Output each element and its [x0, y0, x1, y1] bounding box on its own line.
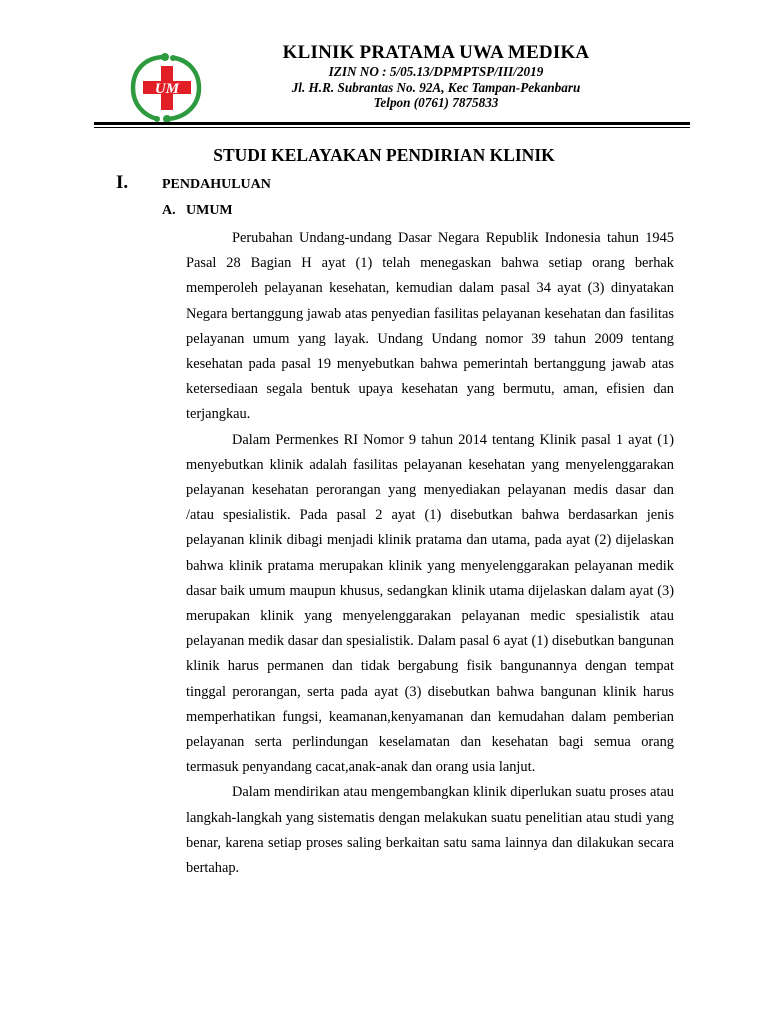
subsection-title: UMUM — [186, 203, 233, 218]
paragraph: Dalam mendirikan atau mengembangkan klinik diperlukan suatu proses atau langkah-langkah yang sistematis dengan melakukan suatu penelitian atau studi yang benar, karena setiap proses saling berkaitan satu sama lainnya dan dilakukan secara bertahap. — [186, 784, 674, 877]
clinic-name: KLINIK PRATAMA UWA MEDIKA — [282, 42, 590, 63]
document-title: STUDI KELAYAKAN PENDIRIAN KLINIK — [213, 145, 555, 165]
permit-number: IZIN NO : 5/05.13/DPMPTSP/III/2019 — [328, 64, 544, 79]
subsection-number: A. — [162, 203, 176, 218]
clinic-address: Jl. H.R. Subrantas No. 92A, Kec Tampan-Pekanbaru — [291, 79, 581, 95]
body-text — [186, 226, 674, 881]
letterhead — [230, 42, 642, 111]
letterhead-rule-thin — [94, 127, 690, 128]
section-number: I. — [116, 172, 129, 193]
clinic-logo — [127, 52, 205, 124]
paragraph: Perubahan Undang-undang Dasar Negara Republik Indonesia tahun 1945 Pasal 28 Bagian H ayat (1) telah menegaskan bahwa setiap orang berhak memperoleh pelayanan kesehatan, kemudian dalam pasal 34 ayat (3) dinyatakan Negara bertanggung jawab atas penyedian fasilitas pelayanan kesehatan dan fasilitas pelayanan umum yang layak. Undang Undang nomor 39 tahun 2009 tentang kesehatan pada pasal 19 menyebutkan bahwa pemerintah bertanggung jawab atas ketersediaan segala bentuk upaya kesehatan yang bermutu, aman, efisien dan terjangkau. — [186, 230, 674, 423]
clinic-phone: Telpon (0761) 7875833 — [373, 95, 499, 111]
letterhead-rule-thick — [94, 122, 690, 125]
logo-text: UM — [154, 81, 180, 97]
section-title: PENDAHULUAN — [162, 177, 271, 192]
paragraph: Dalam Permenkes RI Nomor 9 tahun 2014 tentang Klinik pasal 1 ayat (1) menyebutkan klinik adalah fasilitas pelayanan kesehatan yang menyelenggarakan pelayanan kesehatan perorangan yang menyediakan pelayanan medis dasar dan /atau spesialistik. Pada pasal 2 ayat (1) disebutkan bahwa berdasarkan jenis pelayanan klinik dibagi menjadi klinik pratama dan utama, pada ayat (2) dijelaskan bahwa klinik pratama merupakan klinik yang menyelenggarakan pelayanan medik dasar baik umum maupun khusus, sedangkan klinik utama dijelaskan dalam ayat (3) merupakan klinik yang menyelenggarakan pelayanan medic spesialistik atau pelayanan medik dasar dan spesialistik. Dalam pasal 6 ayat (1) disebutkan bangunan klinik harus permanen dan tidak bergabung fisik bangunannya dengan tempat tinggal perorangan, serta pada ayat (3) disebutkan bahwa bangunan klinik harus memperhatikan fungsi, keamanan,kenyamanan dan kemudahan dalam pemberian pelayanan serta perlindungan keselamatan dan kesehatan bagi semua orang termasuk penyandang cacat,anak-anak dan orang usia lanjut. — [186, 431, 674, 776]
clinic-logo-icon — [127, 52, 205, 124]
